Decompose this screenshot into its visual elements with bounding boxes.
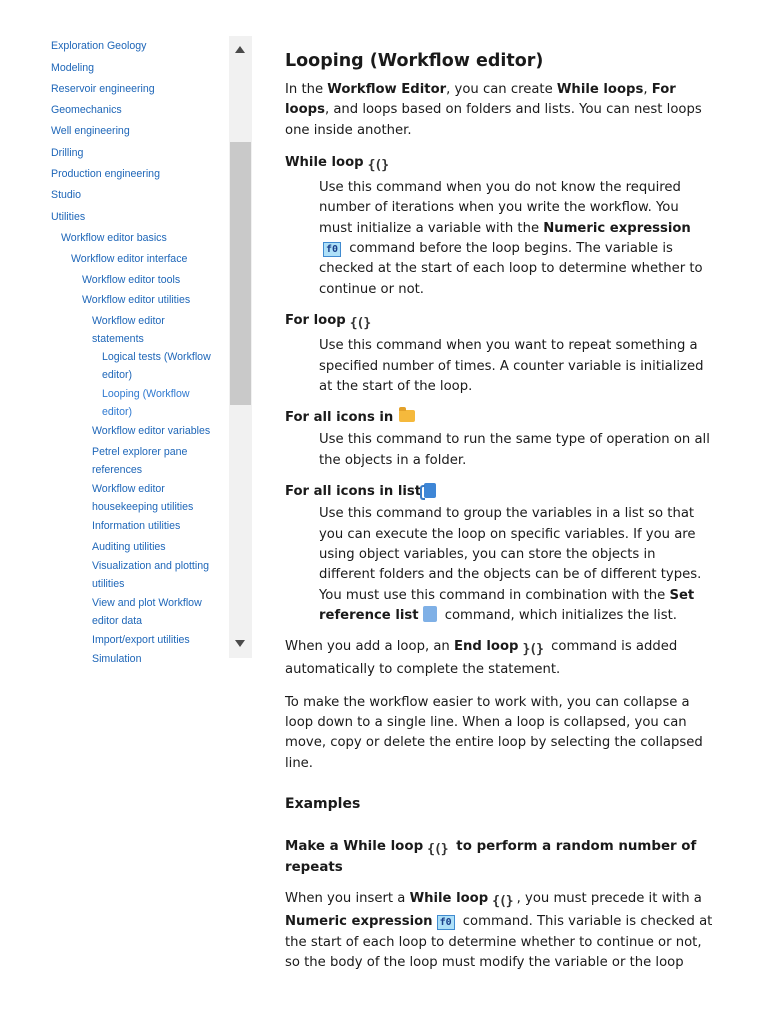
intro-paragraph: In the Workflow Editor, you can create While loops, For loops, and loops based on folders and lists. You can nest loops one inside another. <box>285 82 702 138</box>
while-loop-description: Use this command when you do not know the required number of iterations when you write the workflow. You must initialize a variable with the Numeric expressionf0 command before the loop begins. The variable is checked at the start of each loop to determine whether to continue or not. <box>319 180 703 297</box>
article-content <box>285 48 715 985</box>
for-loop-icon: {(} <box>349 315 371 331</box>
toc-item-petrel-explorer-pane[interactable]: Petrel explorer pane <box>92 446 188 458</box>
toc-item-housekeeping-cont[interactable]: housekeeping utilities <box>92 501 194 513</box>
toc-item-workflow-editor-variables[interactable]: Workflow editor variables <box>92 425 211 437</box>
for-all-icons-in-description: Use this command to run the same type of operation on all the objects in a folder. <box>319 432 710 468</box>
loop-commands-list <box>285 153 715 626</box>
toc-item-geomechanics[interactable]: Geomechanics <box>51 104 122 116</box>
for-all-icons-in-list-term: For all icons in list <box>285 482 715 502</box>
numeric-expression-icon: f0 <box>323 242 341 257</box>
toc-item-studio[interactable]: Studio <box>51 189 82 201</box>
end-loop-paragraph: When you add a loop, an End loop }(} command is added automatically to complete the statement. <box>285 639 678 678</box>
toc-item-production-engineering[interactable]: Production engineering <box>51 168 160 180</box>
toc-item-looping-current[interactable]: Looping (Workflow <box>102 388 190 400</box>
page-title: Looping (Workflow editor) <box>285 51 544 71</box>
examples-heading: Examples <box>285 795 361 812</box>
toc-item-housekeeping[interactable]: Workflow editor <box>92 483 165 495</box>
toc-item-workflow-editor-statements[interactable]: Workflow editor <box>92 315 165 327</box>
list-icon <box>424 483 436 498</box>
for-loop-description: Use this command when you want to repeat something a specified number of times. A counter variable is initialized at the start of the loop. <box>319 338 704 394</box>
toc-item-view-and-plot[interactable]: View and plot Workflow <box>92 597 202 609</box>
toc-item-drilling[interactable]: Drilling <box>51 147 84 159</box>
toc-item-visualization-plotting-cont[interactable]: utilities <box>92 578 125 590</box>
for-all-icons-in-list-description: Use this command to group the variables in a list so that you can execute the loop on specific variables. If you are using object variables, you can store the objects in different folders and the objects can be of different types. You must use this command in combination with the Set reference list command, which initializes the list. <box>319 506 702 623</box>
toc-item-workflow-editor-statements-cont[interactable]: statements <box>92 333 144 345</box>
sidebar-scrollbar[interactable] <box>229 36 252 658</box>
end-loop-icon: }(} <box>522 642 543 658</box>
toc-item-import-export[interactable]: Import/export utilities <box>92 634 190 646</box>
toc-item-auditing-utilities[interactable]: Auditing utilities <box>92 541 166 553</box>
sidebar-toc <box>0 0 253 665</box>
toc-item-logical-tests-cont[interactable]: editor) <box>102 369 133 381</box>
scroll-down-arrow-icon[interactable] <box>235 640 245 647</box>
while-loop-icon: {(} <box>367 157 389 173</box>
toc-item-modeling[interactable]: Modeling <box>51 62 94 74</box>
toc-item-well-engineering[interactable]: Well engineering <box>51 125 130 137</box>
toc-item-workflow-editor-interface[interactable]: Workflow editor interface <box>71 253 188 265</box>
while-loop-icon: {(} <box>492 893 513 909</box>
numeric-expression-icon: f0 <box>437 915 455 930</box>
while-loop-term: While loop {(} <box>285 153 715 176</box>
toc-item-logical-tests[interactable]: Logical tests (Workflow <box>102 351 211 363</box>
toc-item-view-and-plot-cont[interactable]: editor data <box>92 615 143 627</box>
collapse-paragraph: To make the workflow easier to work with, you can collapse a loop down to a single line. When a loop is collapsed, you can move, copy or delete the entire loop by selecting the collapsed line. <box>285 694 703 771</box>
toc-item-simulation[interactable]: Simulation <box>92 653 142 665</box>
example-while-loop-paragraph: When you insert a While loop {(} , you must precede it with a Numeric expression f0 command. This variable is checked at the start of each loop to determine whether to continue or not, so the body of the loop must modify the variable or the loop <box>285 890 713 970</box>
scroll-up-arrow-icon[interactable] <box>235 46 245 53</box>
example-while-loop-heading: Make a While loop {(} to perform a random number of repeats <box>285 838 697 875</box>
toc-item-reservoir-engineering[interactable]: Reservoir engineering <box>51 83 155 95</box>
for-loop-term: For loop {(} <box>285 311 715 334</box>
toc-item-exploration-geology[interactable]: Exploration Geology <box>51 40 147 52</box>
toc-item-workflow-editor-tools[interactable]: Workflow editor tools <box>82 274 181 286</box>
scrollbar-thumb[interactable] <box>230 142 251 405</box>
toc-item-workflow-editor-basics[interactable]: Workflow editor basics <box>61 232 167 244</box>
toc-item-looping-current-cont[interactable]: editor) <box>102 406 133 418</box>
toc-item-information-utilities[interactable]: Information utilities <box>92 520 181 532</box>
toc-item-utilities[interactable]: Utilities <box>51 211 86 223</box>
toc-item-visualization-plotting[interactable]: Visualization and plotting <box>92 560 210 572</box>
toc-item-petrel-explorer-pane-cont[interactable]: references <box>92 464 143 476</box>
for-all-icons-in-term: For all icons in <box>285 408 715 428</box>
toc-item-workflow-editor-utilities[interactable]: Workflow editor utilities <box>82 294 191 306</box>
while-loop-icon: {(} <box>427 841 448 857</box>
set-reference-list-icon <box>423 606 437 622</box>
folder-icon <box>399 410 415 422</box>
